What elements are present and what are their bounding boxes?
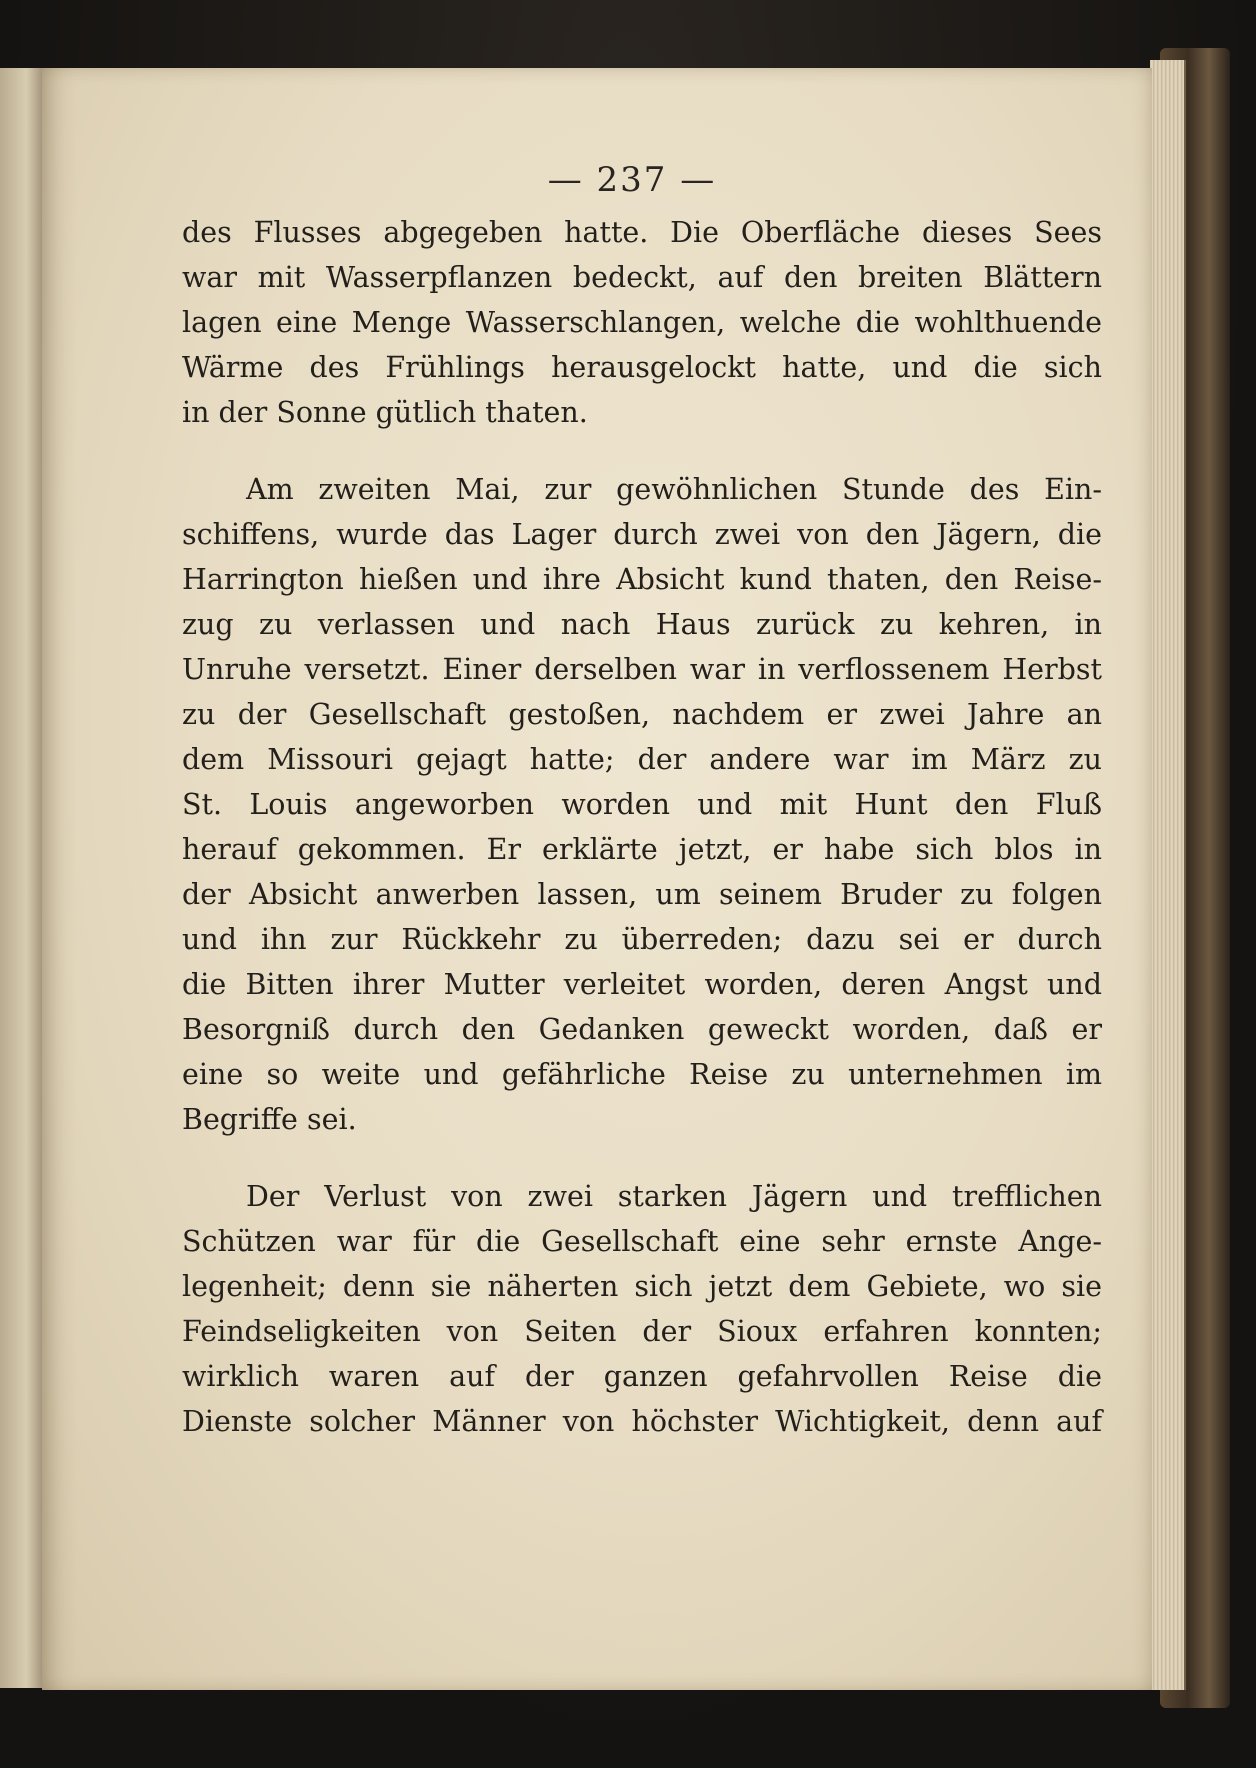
text-line: dem Missouri gejagt hatte; der andere war im März zu <box>182 743 1102 776</box>
text-line: Feindseligkeiten von Seiten der Sioux erfahren konnten; <box>182 1315 1102 1348</box>
text-line: und ihn zur Rückkehr zu überreden; dazu sei er durch <box>182 923 1102 956</box>
text-line: Besorgniß durch den Gedanken geweckt worden, daß er <box>182 1013 1102 1046</box>
text-line: der Absicht anwerben lassen, um seinem Bruder zu folgen <box>182 878 1102 911</box>
text-line: Der Verlust von zwei starken Jägern und trefflichen <box>246 1180 1102 1213</box>
text-line: Schützen war für die Gesellschaft eine sehr ernste Ange- <box>182 1225 1102 1258</box>
page-number: — 237 — <box>547 160 717 200</box>
text-line: wirklich waren auf der ganzen gefahrvollen Reise die <box>182 1360 1102 1393</box>
text-line: die Bitten ihrer Mutter verleitet worden, deren Angst und <box>182 968 1102 1001</box>
text-line: lagen eine Menge Wasserschlangen, welche die wohlthuende <box>182 306 1102 339</box>
text-line: eine so weite und gefährliche Reise zu unternehmen im <box>182 1058 1102 1091</box>
text-line: Am zweiten Mai, zur gewöhnlichen Stunde des Ein- <box>246 473 1102 506</box>
text-line: Harrington hießen und ihre Absicht kund thaten, den Reise- <box>182 563 1102 596</box>
text-line: zu der Gesellschaft gestoßen, nachdem er zwei Jahre an <box>182 698 1102 731</box>
text-line: legenheit; denn sie näherten sich jetzt dem Gebiete, wo sie <box>182 1270 1102 1303</box>
text-line: in der Sonne gütlich thaten. <box>182 396 588 429</box>
text-line: Unruhe versetzt. Einer derselben war in verflossenem Herbst <box>182 653 1102 686</box>
body-text <box>182 210 1102 1444</box>
paragraph-3 <box>182 1174 1102 1444</box>
text-line: des Flusses abgegeben hatte. Die Oberfläche dieses Sees <box>182 216 1102 249</box>
page-stack-edge <box>1150 60 1186 1690</box>
paragraph-gap <box>182 435 1102 467</box>
book-page <box>42 68 1152 1690</box>
text-line: Dienste solcher Männer von höchster Wichtigkeit, denn auf <box>182 1405 1102 1438</box>
text-line: war mit Wasserpflanzen bedeckt, auf den breiten Blättern <box>182 261 1102 294</box>
text-line: Begriffe sei. <box>182 1103 357 1136</box>
text-line: Wärme des Frühlings herausgelockt hatte, und die sich <box>182 351 1102 384</box>
paragraph-1 <box>182 210 1102 435</box>
paragraph-gap <box>182 1142 1102 1174</box>
text-line: schiffens, wurde das Lager durch zwei von den Jägern, die <box>182 518 1102 551</box>
left-page-edge <box>0 68 44 1688</box>
text-line: St. Louis angeworben worden und mit Hunt den Fluß <box>182 788 1102 821</box>
paragraph-2 <box>182 467 1102 1142</box>
text-line: herauf gekommen. Er erklärte jetzt, er habe sich blos in <box>182 833 1102 866</box>
text-line: zug zu verlassen und nach Haus zurück zu kehren, in <box>182 608 1102 641</box>
